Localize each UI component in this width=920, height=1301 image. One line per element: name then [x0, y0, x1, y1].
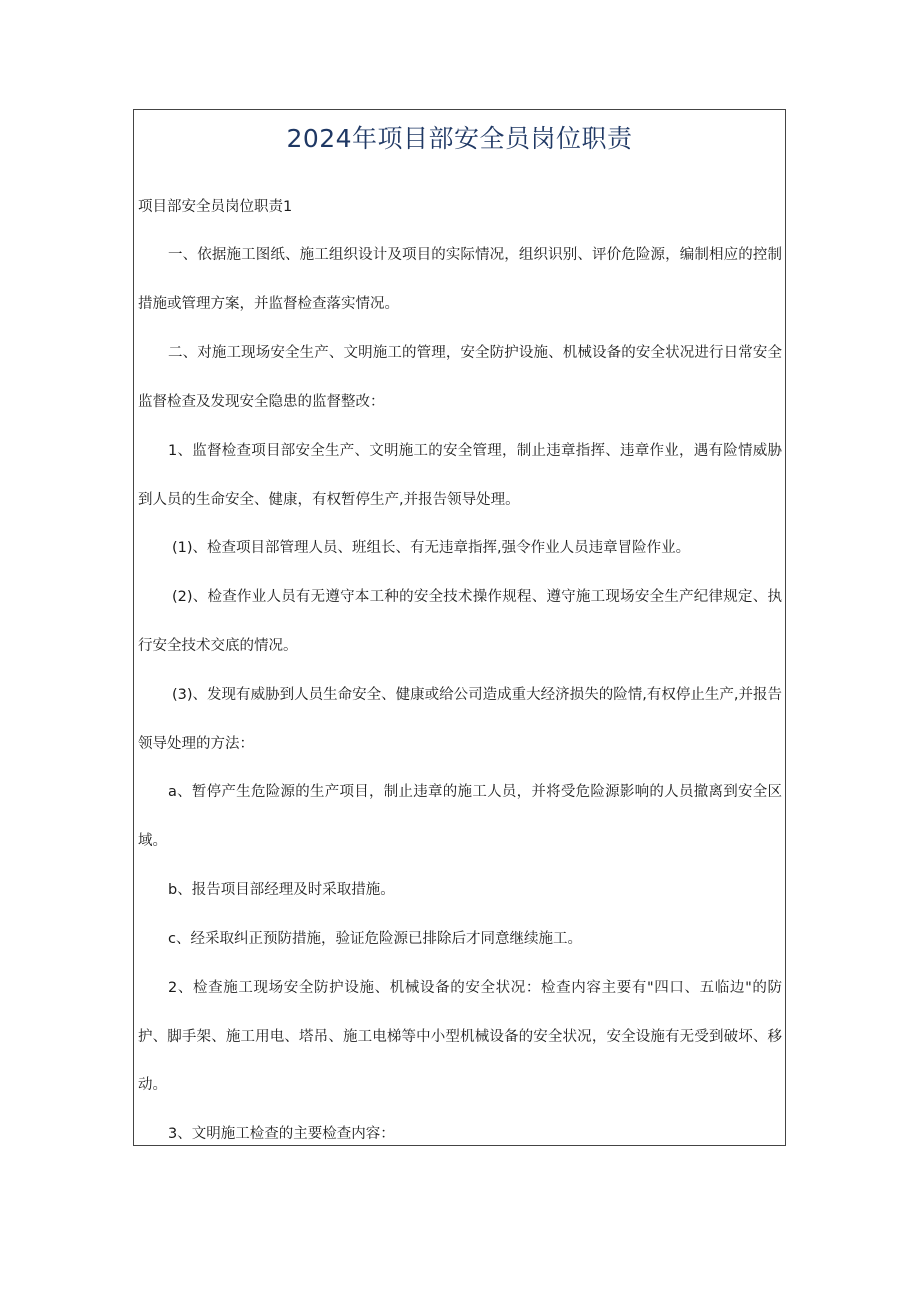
paragraph-line: 护、脚手架、施工用电、塔吊、施工电梯等中小型机械设备的安全状况，安全设施有无受到破坏、移 — [138, 1029, 782, 1045]
paragraph-line: (2)、检查作业人员有无遵守本工种的安全技术操作规程、遵守施工现场安全生产纪律规定、执 — [172, 589, 782, 605]
paragraph-line: 二、对施工现场安全生产、文明施工的管理，安全防护设施、机械设备的安全状况进行日常安全 — [168, 345, 782, 361]
paragraph-line: 1、监督检查项目部安全生产、文明施工的安全管理，制止违章指挥、违章作业，遇有险情威胁 — [168, 443, 782, 459]
paragraph-line: 2、检查施工现场安全防护设施、机械设备的安全状况：检查内容主要有"四口、五临边"的防 — [168, 980, 782, 996]
paragraph-line: a、暂停产生危险源的生产项目，制止违章的施工人员，并将受危险源影响的人员撤离到安全区 — [168, 784, 782, 800]
paragraph-line: b、报告项目部经理及时采取措施。 — [168, 882, 395, 898]
paragraph-line: 监督检查及发现安全隐患的监督整改： — [138, 394, 385, 410]
paragraph-line: 领导处理的方法： — [138, 736, 254, 752]
section-heading: 项目部安全员岗位职责1 — [138, 199, 293, 215]
paragraph-line: (3)、发现有威胁到人员生命安全、健康或给公司造成重大经济损失的险情,有权停止生产,并报告 — [172, 687, 782, 703]
paragraph-line: 行安全技术交底的情况。 — [138, 638, 298, 654]
paragraph-line: 3、文明施工检查的主要检查内容： — [168, 1126, 395, 1142]
paragraph-line: 动。 — [138, 1077, 167, 1093]
document-page — [133, 109, 786, 1146]
paragraph-line: 到人员的生命安全、健康，有权暂停生产,并报告领导处理。 — [138, 492, 520, 508]
paragraph-line: c、经采取纠正预防措施，验证危险源已排除后才同意继续施工。 — [168, 931, 582, 947]
paragraph-line: 一、依据施工图纸、施工组织设计及项目的实际情况，组织识别、评价危险源，编制相应的控制 — [168, 247, 782, 263]
paragraph-line: 域。 — [138, 833, 167, 849]
paragraph-line: (1)、检查项目部管理人员、班组长、有无违章指挥,强令作业人员违章冒险作业。 — [172, 540, 691, 556]
paragraph-line: 措施或管理方案，并监督检查落实情况。 — [138, 296, 399, 312]
document-title: 2024年项目部安全员岗位职责 — [286, 124, 633, 153]
